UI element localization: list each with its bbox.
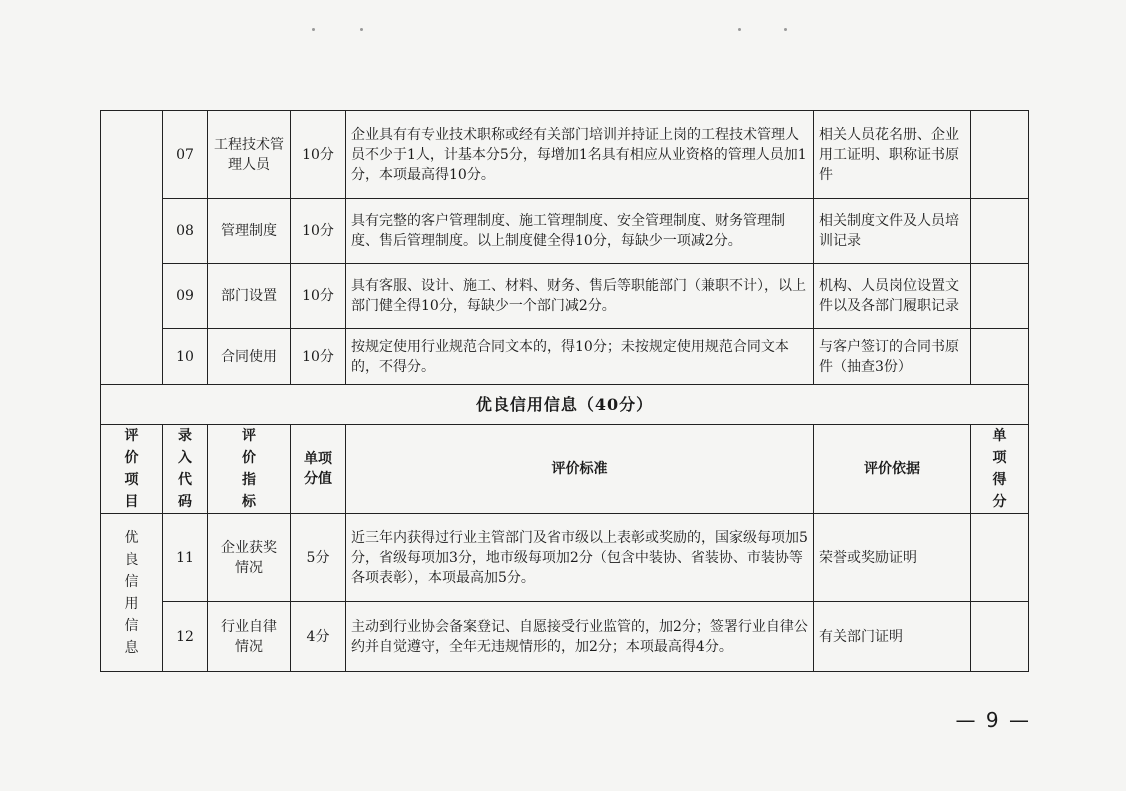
indicator-cell: 企业获奖情况 (208, 514, 291, 602)
table-row (101, 111, 1029, 199)
standard-cell: 主动到行业协会备案登记、自愿接受行业监管的，加2分；签署行业自律公约并自觉遵守，全年无违规情形的，加2分；本项最高得4分。 (346, 602, 814, 672)
score-cell: 10分 (291, 111, 346, 199)
header-indicator: 评价指标 (208, 425, 291, 514)
header-score: 单项分值 (291, 425, 346, 514)
basis-cell: 有关部门证明 (814, 602, 971, 672)
standard-cell: 企业具有有专业技术职称或经有关部门培训并持证上岗的工程技术管理人员不少于1人，计基本分5分，每增加1名具有相应从业资格的管理人员加1分，本项最高得10分。 (346, 111, 814, 199)
scan-marks (0, 28, 1126, 38)
score-cell: 4分 (291, 602, 346, 672)
basis-cell: 相关制度文件及人员培训记录 (814, 199, 971, 264)
code-cell: 07 (163, 111, 208, 199)
credit-evaluation-table (100, 110, 1029, 672)
result-cell (971, 111, 1029, 199)
header-basis: 评价依据 (814, 425, 971, 514)
table-row (101, 602, 1029, 672)
result-cell (971, 329, 1029, 385)
indicator-cell: 合同使用 (208, 329, 291, 385)
header-code: 录入代码 (163, 425, 208, 514)
standard-cell: 具有客服、设计、施工、材料、财务、售后等职能部门（兼职不计），以上部门健全得10分，每缺少一个部门减2分。 (346, 264, 814, 329)
page-number: — 9 — (955, 708, 1031, 732)
code-cell: 08 (163, 199, 208, 264)
result-cell (971, 264, 1029, 329)
table-row (101, 329, 1029, 385)
basis-cell: 相关人员花名册、企业用工证明、职称证书原件 (814, 111, 971, 199)
item-cell-continued (101, 111, 163, 385)
result-cell (971, 199, 1029, 264)
section-title-row (101, 385, 1029, 425)
indicator-cell: 管理制度 (208, 199, 291, 264)
standard-cell: 具有完整的客户管理制度、施工管理制度、安全管理制度、财务管理制度、售后管理制度。以上制度健全得10分，每缺少一项减2分。 (346, 199, 814, 264)
header-row (101, 425, 1029, 514)
standard-cell: 近三年内获得过行业主管部门及省市级以上表彰或奖励的，国家级每项加5分，省级每项加3分，地市级每项加2分（包含中装协、省装协、市装协等各项表彰），本项最高加5分。 (346, 514, 814, 602)
score-cell: 10分 (291, 199, 346, 264)
table-row (101, 264, 1029, 329)
score-cell: 10分 (291, 264, 346, 329)
header-item: 评价项目 (101, 425, 163, 514)
section-item-cell: 优良信用信息 (101, 514, 163, 672)
section-title: 优良信用信息（40分） (101, 385, 1029, 425)
basis-cell: 机构、人员岗位设置文件以及各部门履职记录 (814, 264, 971, 329)
code-cell: 10 (163, 329, 208, 385)
result-cell (971, 602, 1029, 672)
score-cell: 10分 (291, 329, 346, 385)
score-cell: 5分 (291, 514, 346, 602)
code-cell: 11 (163, 514, 208, 602)
standard-cell: 按规定使用行业规范合同文本的，得10分；未按规定使用规范合同文本的，不得分。 (346, 329, 814, 385)
result-cell (971, 514, 1029, 602)
indicator-cell: 行业自律情况 (208, 602, 291, 672)
indicator-cell: 工程技术管理人员 (208, 111, 291, 199)
basis-cell: 与客户签订的合同书原件（抽查3份） (814, 329, 971, 385)
indicator-cell: 部门设置 (208, 264, 291, 329)
header-standard: 评价标准 (346, 425, 814, 514)
header-result: 单项得分 (971, 425, 1029, 514)
table-row (101, 199, 1029, 264)
code-cell: 12 (163, 602, 208, 672)
code-cell: 09 (163, 264, 208, 329)
basis-cell: 荣誉或奖励证明 (814, 514, 971, 602)
table-row (101, 514, 1029, 602)
